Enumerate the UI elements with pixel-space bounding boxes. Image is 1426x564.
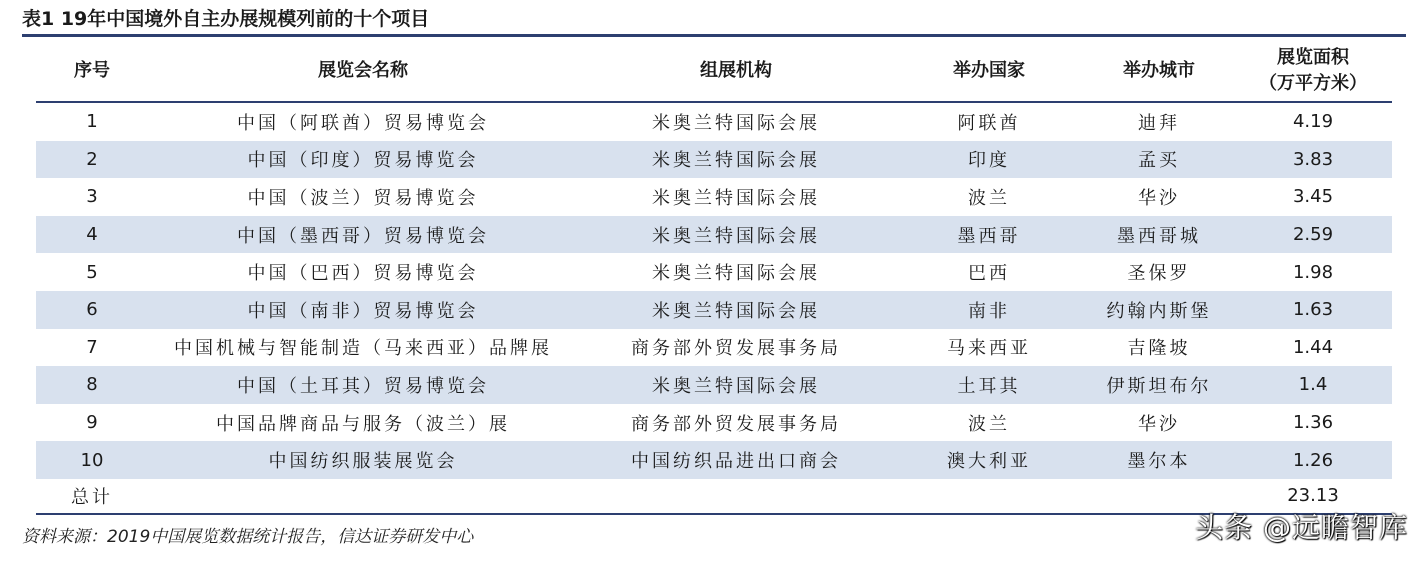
table-row xyxy=(36,102,1392,141)
header-city: 举办城市 xyxy=(1084,40,1234,102)
cell-no: 5 xyxy=(86,261,98,283)
table-row xyxy=(36,291,1392,329)
cell-country: 波兰 xyxy=(968,187,1010,209)
cell-org: 米奥兰特国际会展 xyxy=(578,141,894,179)
table-title: 表1 19年中国境外自主办展规模列前的十个项目 xyxy=(22,8,430,30)
cell-area: 1.36 xyxy=(1292,412,1334,434)
header-row xyxy=(36,40,1392,102)
cell-name: 中国（墨西哥）贸易博览会 xyxy=(148,216,578,254)
header-area-line1: 展览面积 xyxy=(1277,46,1349,68)
cell-city: 伊斯坦布尔 xyxy=(1084,366,1234,404)
cell-area: 3.83 xyxy=(1234,141,1392,179)
cell-name: 中国（巴西）贸易博览会 xyxy=(247,263,479,285)
watermark: 头条 @远瞻智库 xyxy=(1195,511,1408,544)
cell-name: 中国（土耳其）贸易博览会 xyxy=(148,366,578,404)
cell-org: 中国纺织品进出口商会 xyxy=(578,441,894,479)
table-row xyxy=(36,141,1392,179)
header-org: 组展机构 xyxy=(578,40,894,102)
exhibition-table xyxy=(36,40,1392,515)
cell-city: 迪拜 xyxy=(1138,112,1180,134)
cell-area: 1.4 xyxy=(1234,366,1392,404)
table-row xyxy=(36,178,1392,216)
total-label: 总计 xyxy=(36,479,148,514)
cell-city: 约翰内斯堡 xyxy=(1084,291,1234,329)
cell-name: 中国品牌商品与服务（波兰）展 xyxy=(216,413,510,435)
cell-area: 1.98 xyxy=(1292,261,1334,283)
cell-name: 中国机械与智能制造（马来西亚）品牌展 xyxy=(174,338,552,360)
cell-name: 中国纺织服装展览会 xyxy=(148,441,578,479)
cell-name: 中国（阿联酋）贸易博览会 xyxy=(237,112,489,134)
cell-no: 4 xyxy=(36,216,148,254)
cell-org: 商务部外贸发展事务局 xyxy=(631,413,841,435)
cell-country: 土耳其 xyxy=(894,366,1084,404)
cell-city: 华沙 xyxy=(1138,413,1180,435)
cell-city: 孟买 xyxy=(1084,141,1234,179)
cell-no: 3 xyxy=(86,186,98,208)
cell-area: 1.26 xyxy=(1234,441,1392,479)
cell-area: 1.44 xyxy=(1292,336,1334,358)
cell-country: 马来西亚 xyxy=(947,338,1031,360)
cell-country: 波兰 xyxy=(968,413,1010,435)
cell-no: 8 xyxy=(36,366,148,404)
total-empty xyxy=(578,479,894,514)
total-area: 23.13 xyxy=(1234,479,1392,514)
header-area-line2: （万平方米） xyxy=(1259,72,1367,94)
cell-area: 1.63 xyxy=(1234,291,1392,329)
cell-no: 6 xyxy=(36,291,148,329)
cell-no: 2 xyxy=(36,141,148,179)
cell-country: 澳大利亚 xyxy=(894,441,1084,479)
cell-area: 4.19 xyxy=(1292,111,1334,133)
cell-country: 南非 xyxy=(894,291,1084,329)
total-empty xyxy=(148,479,578,514)
cell-city: 墨尔本 xyxy=(1084,441,1234,479)
cell-no: 1 xyxy=(86,111,98,133)
cell-name: 中国（南非）贸易博览会 xyxy=(148,291,578,329)
header-no: 序号 xyxy=(36,40,148,102)
cell-country: 巴西 xyxy=(968,263,1010,285)
table-row xyxy=(36,366,1392,404)
header-name: 展览会名称 xyxy=(148,40,578,102)
cell-name: 中国（印度）贸易博览会 xyxy=(148,141,578,179)
cell-org: 米奥兰特国际会展 xyxy=(652,263,820,285)
top-rule xyxy=(22,34,1406,37)
header-country: 举办国家 xyxy=(894,40,1084,102)
cell-area: 3.45 xyxy=(1292,186,1334,208)
cell-country: 阿联酋 xyxy=(957,112,1021,134)
cell-org: 米奥兰特国际会展 xyxy=(652,187,820,209)
cell-name: 中国（波兰）贸易博览会 xyxy=(247,187,479,209)
cell-no: 7 xyxy=(86,336,98,358)
table-row xyxy=(36,253,1392,291)
cell-no: 9 xyxy=(86,412,98,434)
cell-org: 米奥兰特国际会展 xyxy=(578,366,894,404)
table-row xyxy=(36,329,1392,367)
cell-area: 2.59 xyxy=(1234,216,1392,254)
total-empty xyxy=(894,479,1084,514)
header-area xyxy=(1234,40,1392,102)
cell-city: 吉隆坡 xyxy=(1127,338,1191,360)
cell-city: 华沙 xyxy=(1138,187,1180,209)
cell-org: 米奥兰特国际会展 xyxy=(652,112,820,134)
cell-org: 商务部外贸发展事务局 xyxy=(631,338,841,360)
table-row xyxy=(36,404,1392,442)
cell-country: 墨西哥 xyxy=(894,216,1084,254)
cell-city: 圣保罗 xyxy=(1127,263,1191,285)
cell-org: 米奥兰特国际会展 xyxy=(578,216,894,254)
total-row xyxy=(36,479,1392,514)
cell-no: 10 xyxy=(36,441,148,479)
table-row xyxy=(36,216,1392,254)
source-note: 资料来源：2019中国展览数据统计报告，信达证券研发中心 xyxy=(22,527,474,547)
cell-org: 米奥兰特国际会展 xyxy=(578,291,894,329)
table-row xyxy=(36,441,1392,479)
cell-city: 墨西哥城 xyxy=(1084,216,1234,254)
cell-country: 印度 xyxy=(894,141,1084,179)
